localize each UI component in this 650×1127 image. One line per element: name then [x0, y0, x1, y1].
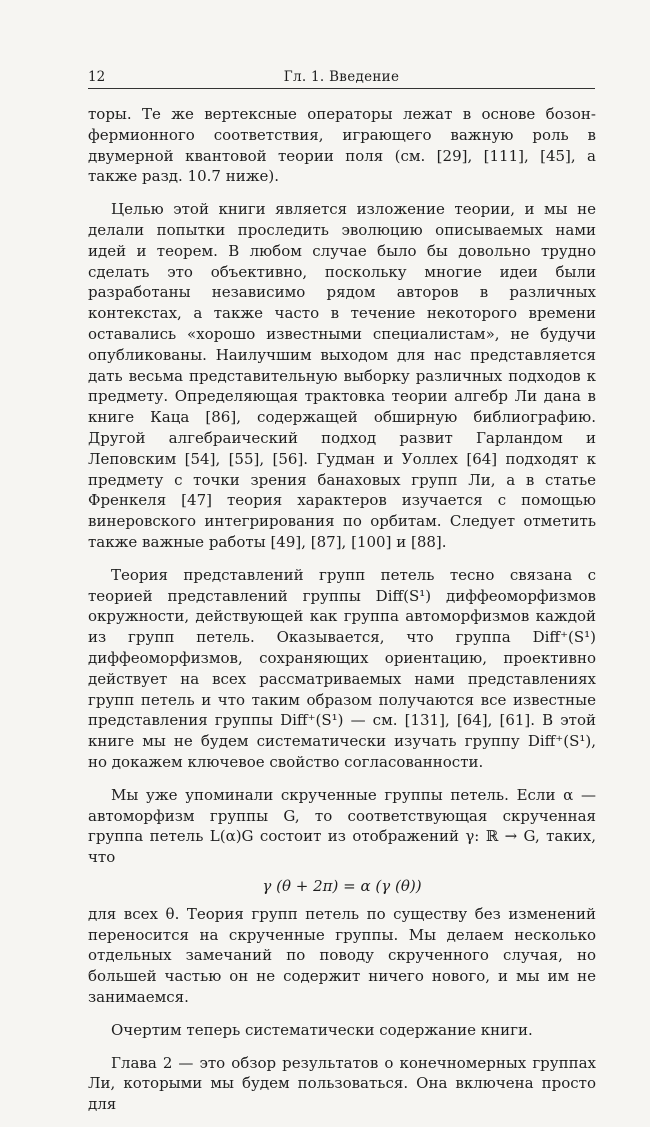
- paragraph-1: торы. Те же вертексные операторы лежат в основе бозон-фермионного соответствия, играющего важную роль в двумерной квантовой теории поля (см. [29], [111], [45], а также разд. 10.7 ниже).: [88, 105, 596, 186]
- body-text: [88, 104, 596, 1127]
- page-number: 12: [88, 69, 106, 85]
- paragraph-5: для всех θ. Теория групп петель по существу без изменений переносится на скрученные группы. Мы делаем несколько отдельных замечаний по поводу скрученного случая, но большей частью он не содержит ничего нового, и мы им не занимаемся.: [88, 904, 596, 1007]
- page-header: [88, 68, 595, 89]
- paragraph-3: Теория представлений групп петель тесно связана с теорией представлений группы Diff(S¹) диффеоморфизмов окружности, действующей как группа автоморфизмов каждой из групп петель. Оказывается, что группа Diff⁺(S¹) диффеоморфизмов, сохраняющих ориентацию, проективно действует на всех рассматриваемых нами представлениях групп петель и что таким образом получаются все известные представления группы Diff⁺(S¹) — см. [131], [64], [61]. В этой книге мы не будем систематически изучать группу Diff⁺(S¹), но докажем ключевое свойство согласованности.: [88, 565, 596, 771]
- running-title: Гл. 1. Введение: [283, 69, 400, 85]
- paragraph-6: Очертим теперь систематически содержание книги.: [111, 1020, 533, 1039]
- paragraph-7: Глава 2 — это обзор результатов о конечномерных группах Ли, которыми мы будем пользоваться. Она включена просто для: [88, 1053, 596, 1114]
- paragraph-2: Целью этой книги является изложение теории, и мы не делали попытки проследить эволюцию описываемых нами идей и теорем. В любом случае было бы довольно трудно сделать это объективно, поскольку многие идеи были разработаны независимо рядом авторов в различных контекстах, а также часто в течение некоторого времени оставались «хорошо известными специалистам», не будучи опубликованы. Наилучшим выходом для нас представляется дать весьма представительную выборку различных подходов к предмету. Определяющая трактовка теории алгебр Ли дана в книге Каца [86], содержащей обширную библиографию. Другой алгебраический подход развит Гарландом и Леповским [54], [55], [56]. Гудман и Уоллех [64] подходят к предмету с точки зрения банаховых групп Ли, а в статье Френкеля [47] теория характеров изучается с помощью винеровского интегрирования по орбитам. Следует отметить также важные работы [49], [87], [100] и [88].: [88, 200, 596, 551]
- display-formula: γ (θ + 2π) = α (γ (θ)): [262, 876, 422, 895]
- paragraph-4: Мы уже упоминали скрученные группы петель. Если α — автоморфизм группы G, то соответствующая скрученная группа петель L(α)G состоит из отображений γ: ℝ → G, таких, что: [88, 785, 596, 867]
